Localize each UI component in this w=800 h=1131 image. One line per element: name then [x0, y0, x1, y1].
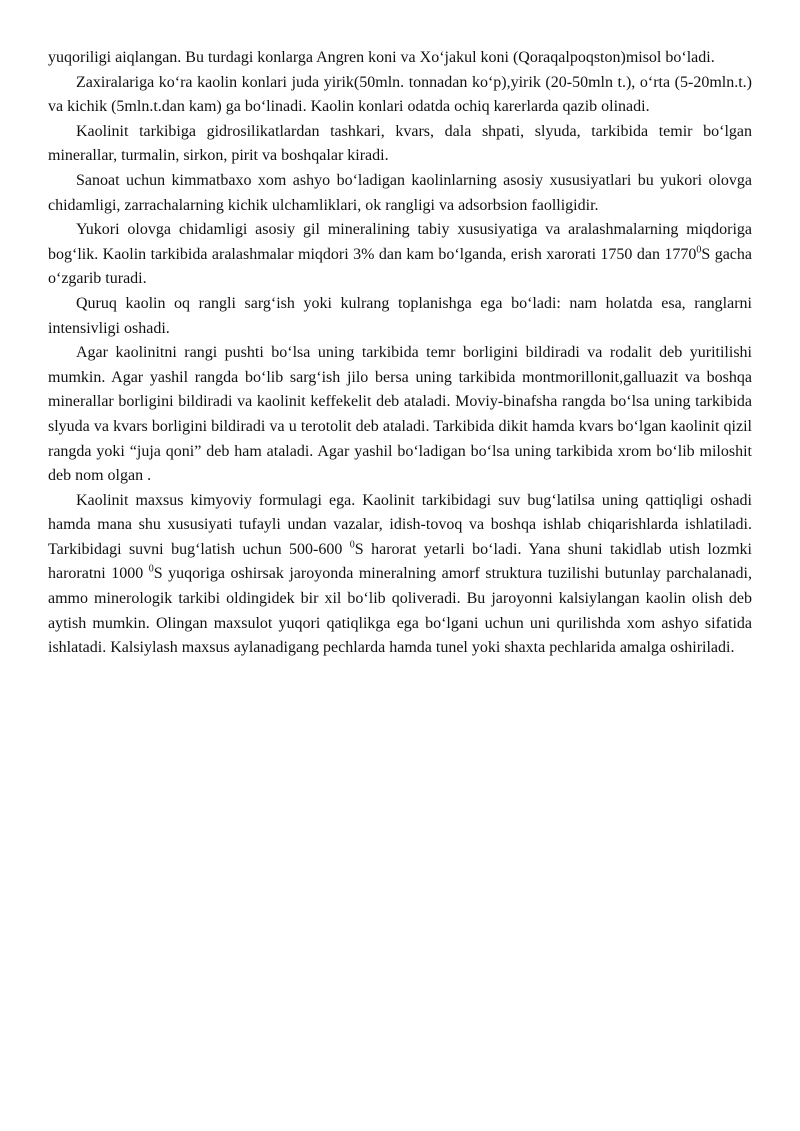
- degree-superscript: 0: [349, 539, 355, 551]
- paragraph-text: Sanoat uchun kimmatbaxo xom ashyo bo‘ladigan kaolinlarning asosiy xususiyatlari bu yukori olovga chidamligi, zarrachalarning kichik ulchamliklari, ok rangligi va adsorbsion faolligidir.: [48, 171, 752, 214]
- degree-superscript: 0: [148, 564, 154, 576]
- paragraph-3: [48, 120, 752, 169]
- document-page: [48, 46, 752, 661]
- paragraph-6: [48, 292, 752, 341]
- paragraph-text: Quruq kaolin oq rangli sarg‘ish yoki kulrang toplanishga ega bo‘ladi: nam holatda esa, ranglarni intensivligi oshadi.: [48, 294, 752, 337]
- paragraph-8: [48, 489, 752, 661]
- paragraph-text: S harorat yetarli bo‘ladi. Yana shuni takidlab utish lozmki haroratni 1000: [48, 540, 752, 583]
- paragraph-text: yuqoriligi aiqlangan. Bu turdagi konlarga Angren koni va Xo‘jakul koni (Qoraqalpoqston)misol bo‘ladi.: [48, 49, 715, 66]
- paragraph-2: [48, 71, 752, 120]
- paragraph-text: Kaolinit maxsus kimyoviy formulagi ega. Kaolinit tarkibidagi suv bug‘latilsa uning qattiqligi oshadi hamda mana shu xususiyati tufayli undan vazalar, idish-tovoq va boshqa ishlab chiqarishlarda ishlatiladi. Tarkibidagi suvni bug‘latish uchun 500-600: [48, 491, 752, 558]
- paragraph-text: S gacha o‘zgarib turadi.: [48, 245, 752, 288]
- paragraph-7: [48, 341, 752, 489]
- paragraph-5: [48, 218, 752, 292]
- paragraph-1: [48, 46, 752, 71]
- paragraph-text: S yuqoriga oshirsak jaroyonda mineralning amorf struktura tuzilishi butunlay parchalanadi, ammo minerologik tarkibi oldingidek bir xil bo‘lib qoliveradi. Bu jaroyonni kalsiylangan kaolin olish deb aytish mumkin. Olingan maxsulot yuqori qatiqlikga ega bo‘lgani uchun uni qurilishda xom ashyo sifatida ishlatadi. Kalsiylash maxsus aylanadigang pechlarda hamda tunel yoki shaxta pechlarida amalga oshiriladi.: [48, 565, 752, 657]
- paragraph-text: Kaolinit tarkibiga gidrosilikatlardan tashkari, kvars, dala shpati, slyuda, tarkibida temir bo‘lgan minerallar, turmalin, sirkon, pirit va boshqalar kiradi.: [48, 122, 752, 165]
- paragraph-text: Yukori olovga chidamligi asosiy gil mineralining tabiy xususiyatiga va aralashmalarning miqdoriga bog‘lik. Kaolin tarkibida aralashmalar miqdori 3% dan kam bo‘lganda, erish xarorati 1750 dan 1770: [48, 221, 752, 263]
- paragraph-text: Agar kaolinitni rangi pushti bo‘lsa uning tarkibida temr borligini bildiradi va rodalit deb yuritilishi mumkin. Agar yashil rangda bo‘lib sarg‘ish jilo bersa uning tarkibida montmorillonit,galluazit va boshqa minerallar borligini bildiradi va kaolinit keffekelit deb ataladi. Moviy-binafsha rangda bo‘lsa uning tarkibida slyuda va kvars borligini bildiradi va u terotolit deb ataladi. Tarkibida dikit hamda kvars bo‘lgan kaolinit qizil rangda yoki “juja qoni” deb ham ataladi. Agar yashil bo‘ladigan bo‘lsa uning tarkibida xrom bo‘lib miloshit deb nom olgan .: [48, 344, 752, 485]
- degree-superscript: 0: [696, 244, 702, 256]
- paragraph-text: Zaxiralariga ko‘ra kaolin konlari juda yirik(50mln. tonnadan ko‘p),yirik (20-50mln t.), o‘rta (5-20mln.t.) va kichik (5mln.t.dan kam) ga bo‘linadi. Kaolin konlari odatda ochiq karerlarda qazib olinadi.: [48, 73, 752, 116]
- paragraph-4: [48, 169, 752, 218]
